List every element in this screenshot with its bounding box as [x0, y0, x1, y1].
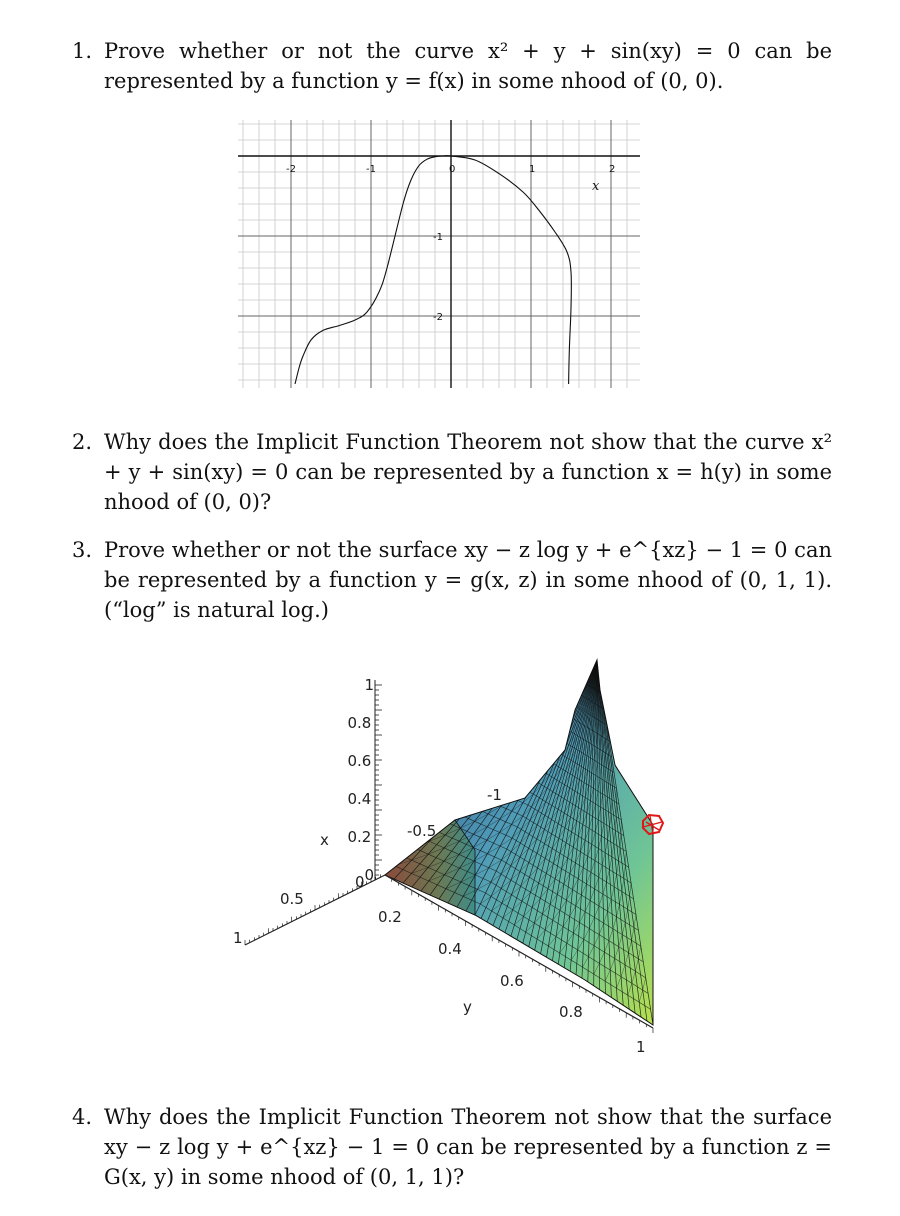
- y-tick-0.8: 0.8: [559, 1003, 583, 1021]
- x-tick-0.5: 0.5: [280, 890, 304, 908]
- problem-1: [72, 36, 832, 96]
- problem-1-text: Prove whether or not the curve x² + y + sin(xy) = 0 can be represented by a function y = f(x) in some nhood of (0, 0).: [104, 39, 832, 93]
- x-axis-label: x: [592, 179, 600, 194]
- z-tick-label: 0: [364, 866, 375, 884]
- z-tick-label: 0.8: [347, 714, 372, 732]
- z-tick-label: 1: [364, 676, 375, 694]
- x-axis-label-3d: x: [320, 831, 329, 849]
- x-tick-label: -2: [286, 164, 296, 175]
- surface-plot: [225, 650, 675, 1060]
- y-tick-label: -1: [433, 232, 443, 243]
- problem-1-number: 1.: [72, 39, 93, 63]
- implicit-curve: [295, 156, 571, 384]
- x-tick-1: 1: [233, 929, 243, 947]
- problem-3-number: 3.: [72, 538, 93, 562]
- extra-tick--0.5: -0.5: [407, 822, 437, 840]
- problem-3-text: Prove whether or not the surface xy − z log y + e^{xz} − 1 = 0 can be represented by a function y = g(x, z) in some nhood of (0, 1, 1). (“log” is natural log.): [104, 538, 832, 622]
- problem-2-number: 2.: [72, 430, 93, 454]
- extra-tick--1: -1: [487, 786, 502, 804]
- curve-plot-grid: [238, 120, 640, 388]
- z-tick-label: 0.2: [347, 828, 372, 846]
- x-tick-label: 0: [449, 164, 456, 175]
- curve-plot: [230, 118, 642, 390]
- y-tick-label: -2: [433, 312, 443, 323]
- problem-4: [72, 1102, 832, 1192]
- y-tick-0.6: 0.6: [500, 972, 524, 990]
- x-tick-label: 1: [529, 164, 536, 175]
- x-tick-label: 2: [609, 164, 616, 175]
- y-tick-0.4: 0.4: [438, 940, 462, 958]
- problem-4-number: 4.: [72, 1105, 93, 1129]
- x-tick-0: 0: [355, 873, 365, 891]
- z-tick-label: 0.6: [347, 752, 372, 770]
- y-tick-1: 1: [636, 1038, 646, 1056]
- y-tick-0.2: 0.2: [378, 908, 402, 926]
- problem-4-text: Why does the Implicit Function Theorem not show that the surface xy − z log y + e^{xz} − 1 = 0 can be represented by a function z = G(x, y) in some nhood of (0, 1, 1)?: [104, 1105, 832, 1189]
- x-tick-label: -1: [366, 164, 376, 175]
- problem-2-text: Why does the Implicit Function Theorem not show that the curve x² + y + sin(xy) = 0 can be represented by a function x = h(y) in some nhood of (0, 0)?: [104, 430, 832, 514]
- problem-3: [72, 535, 832, 625]
- y-axis-label-3d: y: [463, 998, 472, 1016]
- z-tick-label: 0.4: [347, 790, 372, 808]
- problem-2: [72, 427, 832, 517]
